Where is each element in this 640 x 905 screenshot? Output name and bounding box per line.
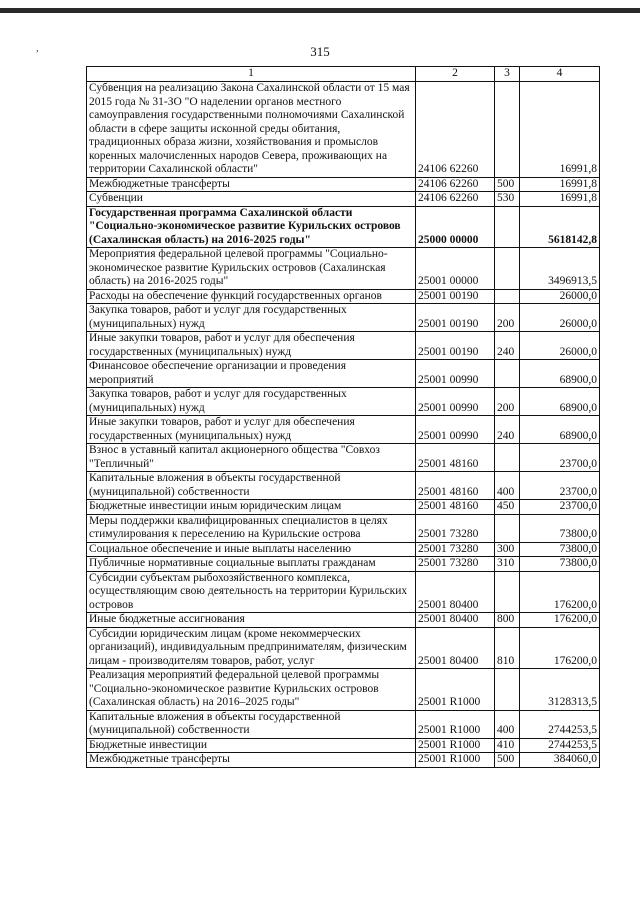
row-expense-type: 450 [495,500,520,515]
row-amount: 16991,8 [520,177,600,192]
row-amount: 384060,0 [520,753,600,768]
row-amount: 73800,0 [520,557,600,572]
row-target-code: 25001 00990 [416,416,495,444]
row-amount: 2744253,5 [520,710,600,738]
row-amount: 68900,0 [520,388,600,416]
row-amount: 5618142,8 [520,206,600,248]
row-amount: 176200,0 [520,571,600,613]
row-target-code: 25001 00190 [416,304,495,332]
row-amount: 176200,0 [520,613,600,628]
table-row [87,542,600,557]
row-expense-type: 400 [495,472,520,500]
row-target-code: 25001 48160 [416,500,495,515]
row-target-code: 25001 48160 [416,444,495,472]
table-row [87,444,600,472]
row-target-code: 25001 80400 [416,613,495,628]
page-number: 315 [310,44,330,59]
row-target-code: 24106 62260 [416,192,495,207]
row-expense-type [495,248,520,290]
column-header-code: 2 [416,67,495,82]
row-expense-type: 200 [495,304,520,332]
row-target-code: 25001 00190 [416,332,495,360]
row-amount: 68900,0 [520,416,600,444]
row-expense-type [495,571,520,613]
table-row [87,627,600,669]
table-row [87,206,600,248]
table-row [87,192,600,207]
row-name: Иные закупки товаров, работ и услуг для обеспечения государственных (муниципальных) нужд [87,332,416,360]
row-expense-type: 240 [495,332,520,360]
row-amount: 26000,0 [520,332,600,360]
row-name: Меры поддержки квалифицированных специалистов в целях стимулирования к переселению на Курильские острова [87,514,416,542]
table-body [87,82,600,768]
row-expense-type [495,206,520,248]
row-target-code: 25001 R1000 [416,669,495,711]
table-row [87,753,600,768]
row-target-code: 25001 00190 [416,289,495,304]
row-target-code: 25001 80400 [416,571,495,613]
row-target-code: 24106 62260 [416,82,495,178]
row-name: Субвенции [87,192,416,207]
table-row [87,669,600,711]
table-row [87,738,600,753]
row-name: Публичные нормативные социальные выплаты гражданам [87,557,416,572]
row-amount: 23700,0 [520,500,600,515]
table-row [87,557,600,572]
table-row [87,248,600,290]
row-target-code: 24106 62260 [416,177,495,192]
table-row [87,82,600,178]
row-name: Межбюджетные трансферты [87,177,416,192]
table-row [87,289,600,304]
row-expense-type [495,444,520,472]
table-row [87,500,600,515]
table-row [87,332,600,360]
row-target-code: 25001 00990 [416,360,495,388]
row-name: Государственная программа Сахалинской области "Социально-экономическое развитие Курильских островов (Сахалинская область) на 2016-2025 годы" [87,206,416,248]
row-expense-type [495,514,520,542]
row-target-code: 25001 80400 [416,627,495,669]
table-row [87,304,600,332]
row-target-code: 25001 R1000 [416,753,495,768]
table-row [87,416,600,444]
row-name: Субсидии субъектам рыбохозяйственного комплекса, осуществляющим свою деятельность на территории Курильских островов [87,571,416,613]
row-target-code: 25001 48160 [416,472,495,500]
row-name: Закупка товаров, работ и услуг для государственных (муниципальных) нужд [87,304,416,332]
row-expense-type [495,669,520,711]
row-name: Капитальные вложения в объекты государственной (муниципальной) собственности [87,710,416,738]
row-amount: 3128313,5 [520,669,600,711]
row-expense-type: 810 [495,627,520,669]
row-amount: 23700,0 [520,444,600,472]
table-row [87,388,600,416]
row-name: Расходы на обеспечение функций государственных органов [87,289,416,304]
row-expense-type [495,360,520,388]
row-target-code: 25001 R1000 [416,738,495,753]
row-target-code: 25001 00990 [416,388,495,416]
row-amount: 23700,0 [520,472,600,500]
row-name: Субсидии юридическим лицам (кроме некоммерческих организаций), индивидуальным предпринимателям, физическим лицам - производителям товаров, работ, услуг [87,627,416,669]
row-target-code: 25001 R1000 [416,710,495,738]
row-name: Закупка товаров, работ и услуг для государственных (муниципальных) нужд [87,388,416,416]
table-header-row [87,67,600,82]
table-row [87,472,600,500]
row-expense-type: 200 [495,388,520,416]
row-name: Бюджетные инвестиции [87,738,416,753]
row-expense-type: 310 [495,557,520,572]
row-name: Иные закупки товаров, работ и услуг для обеспечения государственных (муниципальных) нужд [87,416,416,444]
row-name: Мероприятия федеральной целевой программы "Социально-экономическое развитие Курильских островов (Сахалинская область) на 2016-2025 годы" [87,248,416,290]
row-expense-type: 800 [495,613,520,628]
row-amount: 73800,0 [520,514,600,542]
table-row [87,710,600,738]
row-amount: 16991,8 [520,82,600,178]
table-row [87,514,600,542]
row-name: Финансовое обеспечение организации и проведения мероприятий [87,360,416,388]
row-amount: 73800,0 [520,542,600,557]
row-expense-type: 240 [495,416,520,444]
row-amount: 2744253,5 [520,738,600,753]
row-amount: 176200,0 [520,627,600,669]
row-name: Взнос в уставный капитал акционерного общества "Совхоз "Тепличный" [87,444,416,472]
margin-mark: , [36,42,39,54]
budget-table [86,66,600,768]
row-name: Бюджетные инвестиции иным юридическим лицам [87,500,416,515]
row-expense-type: 300 [495,542,520,557]
column-header-name: 1 [87,67,416,82]
table-row [87,360,600,388]
row-target-code: 25000 00000 [416,206,495,248]
row-name: Социальное обеспечение и иные выплаты населению [87,542,416,557]
row-expense-type: 400 [495,710,520,738]
row-amount: 16991,8 [520,192,600,207]
row-name: Реализация мероприятий федеральной целевой программы "Социально-экономическое развитие Курильских островов (Сахалинская область) на 2016–2025 годы" [87,669,416,711]
row-target-code: 25001 73280 [416,514,495,542]
row-expense-type: 500 [495,177,520,192]
row-expense-type [495,82,520,178]
row-name: Межбюджетные трансферты [87,753,416,768]
top-rule [0,8,640,13]
row-target-code: 25001 00000 [416,248,495,290]
row-expense-type: 410 [495,738,520,753]
table-row [87,177,600,192]
row-expense-type: 500 [495,753,520,768]
column-header-amount: 4 [520,67,600,82]
row-target-code: 25001 73280 [416,557,495,572]
row-amount: 26000,0 [520,289,600,304]
column-header-type: 3 [495,67,520,82]
row-amount: 26000,0 [520,304,600,332]
row-target-code: 25001 73280 [416,542,495,557]
row-name: Иные бюджетные ассигнования [87,613,416,628]
table-row [87,613,600,628]
row-name: Субвенция на реализацию Закона Сахалинской области от 15 мая 2015 года № 31-ЗО "О наделении органов местного самоуправления государственными полномочиями Сахалинской области в сфере защиты исконной среды обитания, традиционных образа жизни, хозяйствования и промыслов коренных малочисленных народов Севера, проживающих на территории Сахалинской области" [87,82,416,178]
row-amount: 3496913,5 [520,248,600,290]
row-amount: 68900,0 [520,360,600,388]
table-row [87,571,600,613]
row-name: Капитальные вложения в объекты государственной (муниципальной) собственности [87,472,416,500]
row-expense-type [495,289,520,304]
row-expense-type: 530 [495,192,520,207]
